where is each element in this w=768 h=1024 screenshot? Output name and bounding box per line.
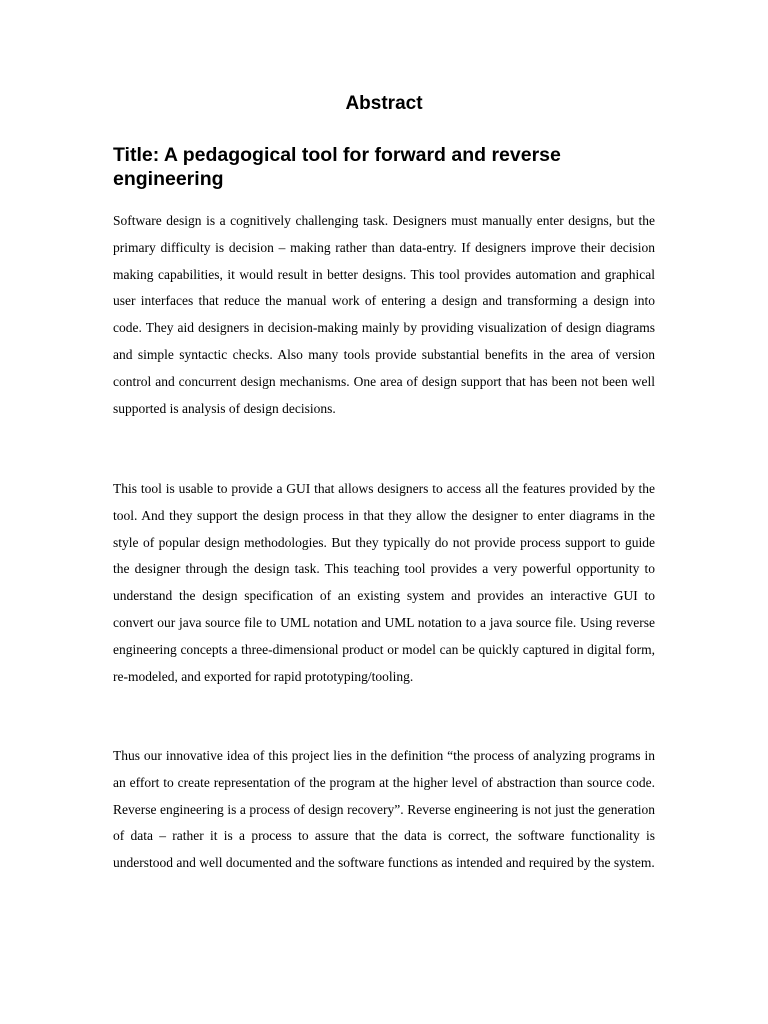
document-title: Title: A pedagogical tool for forward and reverse engineering <box>113 144 561 190</box>
body-paragraph-3: Thus our innovative idea of this project lies in the definition “the process of analyzing programs in an effort to create representation of the program at the higher level of abstraction than source code. Reverse engineering is a process of design recovery”. Reverse engineering is not just the generation of data – rather it is a process to assure that the data is correct, the software functionality is understood and well documented and the software functions as intended and required by the system. <box>113 748 655 871</box>
abstract-heading: Abstract <box>345 93 423 114</box>
body-paragraph-1: Software design is a cognitively challenging task. Designers must manually enter designs, but the primary difficulty is decision – making rather than data-entry. If designers improve their decision making capabilities, it would result in better designs. This tool provides automation and graphical user interfaces that reduce the manual work of entering a design and transforming a design into code. They aid designers in decision-making mainly by providing visualization of design diagrams and simple syntactic checks. Also many tools provide substantial benefits in the area of version control and concurrent design mechanisms. One area of design support that has been not been well supported is analysis of design decisions. <box>113 213 655 416</box>
body-paragraph-2: This tool is usable to provide a GUI that allows designers to access all the features provided by the tool. And they support the design process in that they allow the designer to enter diagrams in the style of popular design methodologies. But they typically do not provide process support to guide the designer through the design task. This teaching tool provides a very powerful opportunity to understand the design specification of an existing system and provides an interactive GUI to convert our java source file to UML notation and UML notation to a java source file. Using reverse engineering concepts a three-dimensional product or model can be quickly captured in digital form, re-modeled, and exported for rapid prototyping/tooling. <box>113 481 655 684</box>
